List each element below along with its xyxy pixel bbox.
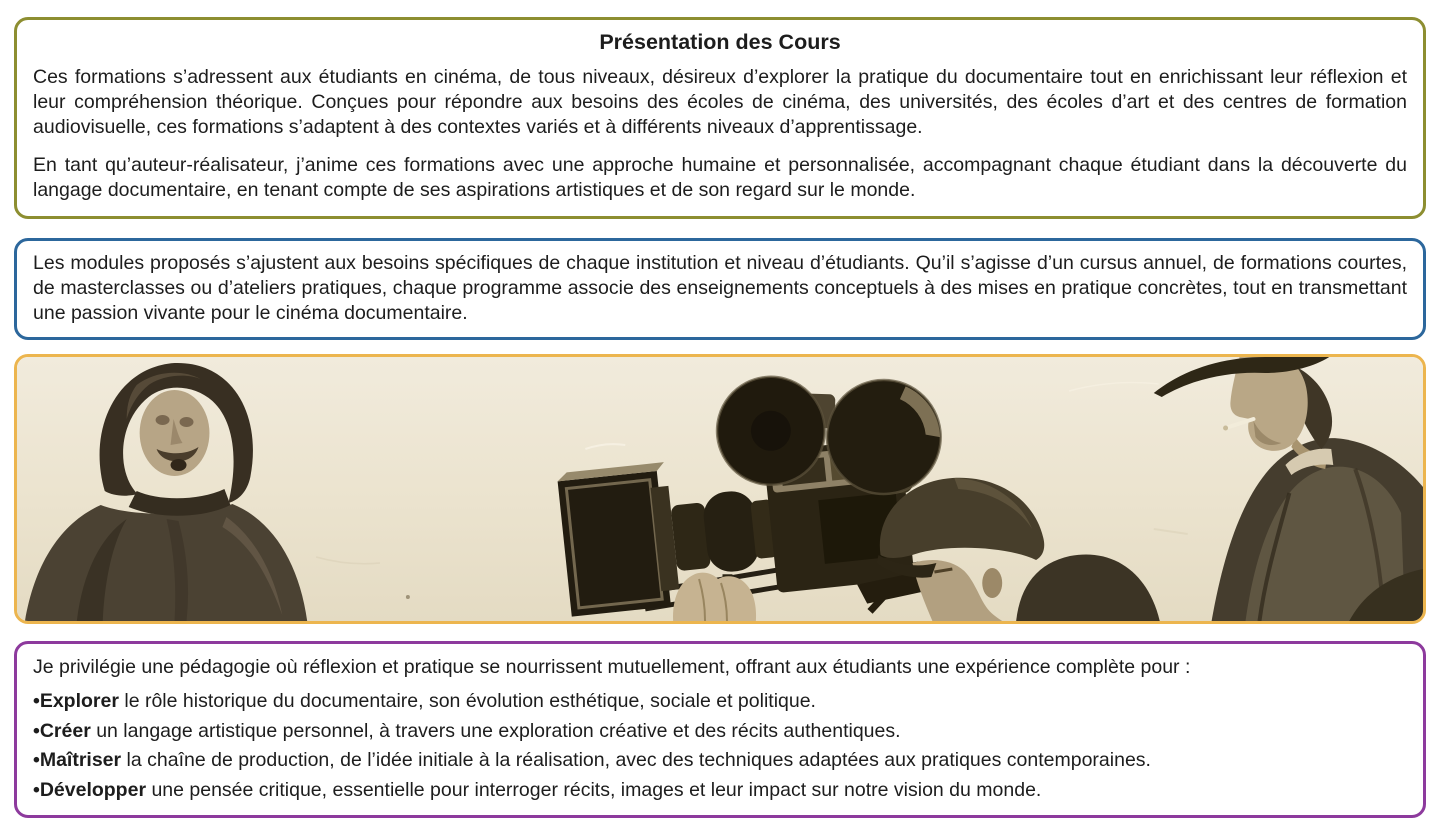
archival-photo-box [14,354,1426,624]
bullet-marker: • [33,749,40,771]
intro-box [14,17,1426,219]
objective-lead: Maîtriser [39,749,122,771]
pedagogy-intro: Je privilégie une pédagogie où réflexion et pratique se nourrissent mutuellement, offrant aux étudiants une expérience complète pour : [33,656,1191,678]
intro-paragraph-1: Ces formations s’adressent aux étudiants en cinéma, de tous niveaux, désireux d’explorer la pratique du documentaire tout en enrichissant leur réflexion et leur compréhension théorique. Conçues pour répondre aux besoins des écoles de cinéma, des universités, des écoles d’art et des centres de formation audiovisuelle, ces formations s’adaptent à des contextes variés et à différents niveaux d’apprentissage. [33,66,1407,138]
objective-text: la chaîne de production, de l’idée initiale à la réalisation, avec des techniques adaptées aux pratiques contemporaines. [121,749,1151,771]
intro-paragraph-2: En tant qu’auteur-réalisateur, j’anime ces formations avec une approche humaine et personnalisée, accompagnant chaque étudiant dans la découverte du langage documentaire, en tenant compte de ses aspirations artistiques et de son regard sur le monde. [33,154,1407,201]
bullet-marker: • [33,778,40,801]
objective-explorer [33,689,1407,714]
objective-lead: Explorer [39,690,119,712]
bullet-marker: • [33,690,40,712]
modules-box [14,238,1426,340]
objective-lead: Créer [39,719,91,742]
objective-text: un langage artistique personnel, à travers une exploration créative et des récits authentiques. [90,719,901,742]
page-title: Présentation des Cours [599,30,841,54]
objective-text: une pensée critique, essentielle pour interroger récits, images et leur impact sur notre vision du monde. [146,778,1042,801]
objective-developper [33,778,1407,803]
objective-maitriser [33,748,1407,773]
objective-creer [33,719,1407,744]
objective-text: le rôle historique du documentaire, son évolution esthétique, sociale et politique. [118,690,816,712]
pedagogy-box [14,641,1426,818]
objective-lead: Développer [39,778,147,801]
bullet-marker: • [33,719,40,742]
archival-photo [17,357,1423,621]
modules-paragraph: Les modules proposés s’ajustent aux besoins spécifiques de chaque institution et niveau d’étudiants. Qu’il s’agisse d’un cursus annuel, de formations courtes, de masterclasses ou d’ateliers pratiques, chaque programme associe des enseignements conceptuels à des mises en pratique concrètes, tout en transmettant une passion vivante pour le cinéma documentaire. [33,252,1407,324]
